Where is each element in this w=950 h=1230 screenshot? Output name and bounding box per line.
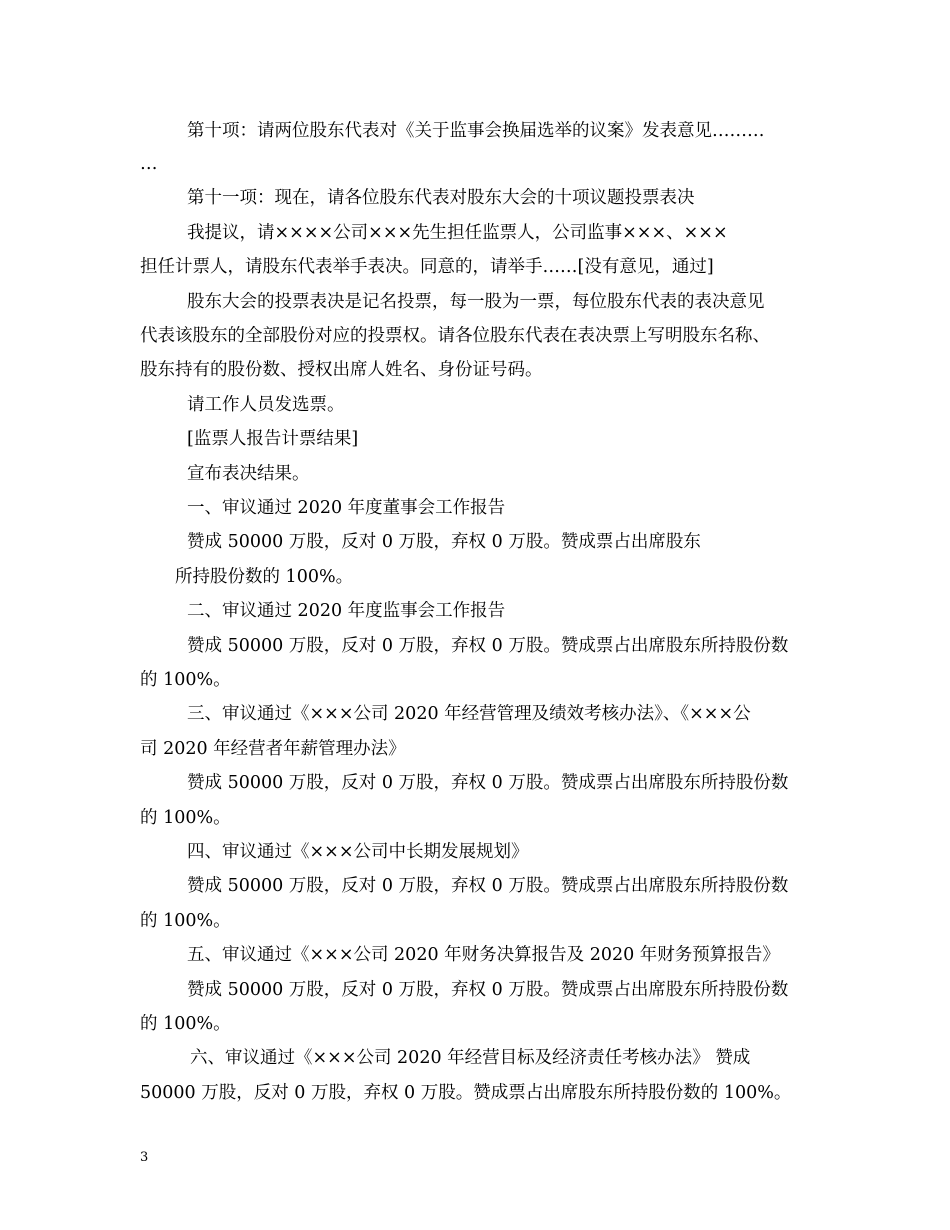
vote-result: 赞成 50000 万股，反对 0 万股，弃权 0 万股。赞成票占出席股东所持股份数 (187, 636, 789, 656)
section-heading: 六、审议通过《×××公司 2020 年经营目标及经济责任考核办法》 赞成 (190, 1048, 751, 1068)
section-heading: 司 2020 年经营者年薪管理办法》 (140, 739, 406, 759)
vote-result: 赞成 50000 万股，反对 0 万股，弃权 0 万股。赞成票占出席股东所持股份数 (187, 876, 789, 896)
vote-result: 的 100%。 (140, 808, 231, 828)
vote-result: 赞成 50000 万股，反对 0 万股，弃权 0 万股。赞成票占出席股东 (187, 532, 701, 552)
section-heading: 四、审议通过《×××公司中长期发展规划》 (187, 842, 529, 862)
section-heading: 二、审议通过 2020 年度监事会工作报告 (187, 601, 506, 621)
text-line: 代表该股东的全部股份对应的投票权。请各位股东代表在表决票上写明股东名称、 (140, 326, 770, 346)
text-line: 宣布表决结果。 (187, 464, 310, 484)
vote-result: 赞成 50000 万股，反对 0 万股，弃权 0 万股。赞成票占出席股东所持股份数 (187, 773, 789, 793)
page-number: 3 (140, 1150, 149, 1165)
vote-result: 赞成 50000 万股，反对 0 万股，弃权 0 万股。赞成票占出席股东所持股份数 (187, 980, 789, 1000)
section-heading: 三、审议通过《×××公司 2020 年经营管理及绩效考核办法》、《×××公 (187, 704, 751, 724)
vote-result: 50000 万股，反对 0 万股，弃权 0 万股。赞成票占出席股东所持股份数的 100%。 (140, 1083, 792, 1103)
vote-result: 所持股份数的 100%。 (175, 567, 354, 587)
text-line: … (140, 154, 158, 174)
text-line: 我提议，请××××公司×××先生担任监票人，公司监事×××、××× (187, 223, 728, 243)
text-line: 第十项：请两位股东代表对《关于监事会换届选举的议案》发表意见……… (187, 121, 765, 141)
text-line: 请工作人员发选票。 (187, 395, 345, 415)
vote-result: 的 100%。 (140, 911, 231, 931)
section-heading: 五、审议通过《×××公司 2020 年财务决算报告及 2020 年财务预算报告》 (187, 945, 780, 965)
text-line: 担任计票人，请股东代表举手表决。同意的，请举手……[没有意见，通过] (140, 257, 714, 277)
text-line: [监票人报告计票结果] (187, 429, 359, 449)
text-line: 股东持有的股份数、授权出席人姓名、身份证号码。 (140, 360, 543, 380)
text-line: 股东大会的投票表决是记名投票，每一股为一票，每位股东代表的表决意见 (187, 292, 765, 312)
vote-result: 的 100%。 (140, 670, 231, 690)
vote-result: 的 100%。 (140, 1014, 231, 1034)
text-line: 第十一项：现在，请各位股东代表对股东大会的十项议题投票表决 (187, 188, 695, 208)
section-heading: 一、审议通过 2020 年度董事会工作报告 (187, 498, 506, 518)
